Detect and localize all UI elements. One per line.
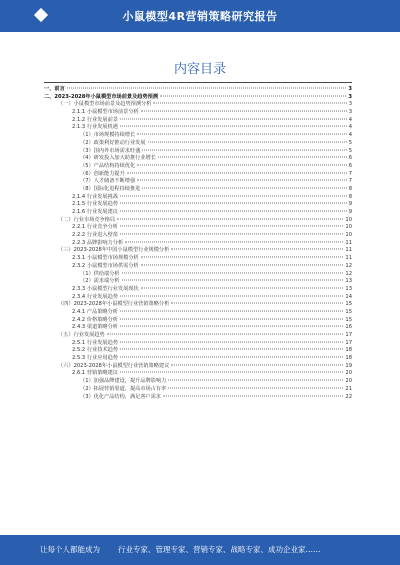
toc-entry-label: （2）政策利好推动行业发展 xyxy=(80,139,146,146)
toc-leader-dots xyxy=(148,141,347,142)
toc-entry[interactable] xyxy=(44,309,352,317)
toc-entry[interactable] xyxy=(44,355,352,363)
toc-entry-page: 11 xyxy=(345,239,352,246)
toc-leader-dots xyxy=(168,380,343,381)
toc-leader-dots xyxy=(120,372,343,373)
toc-entry-page: 10 xyxy=(345,224,352,231)
toc-leader-dots xyxy=(171,364,343,365)
toc-entry-label: 2.4.3 渠道策略分析 xyxy=(72,324,118,331)
toc-entry-page: 15 xyxy=(345,316,352,323)
toc-leader-dots xyxy=(122,272,344,273)
toc-leader-dots xyxy=(163,395,343,396)
toc-entry-page: 20 xyxy=(345,370,352,377)
toc-entry[interactable] xyxy=(44,255,352,263)
toc-entry[interactable] xyxy=(44,332,352,340)
toc-entry-label: （三）2023-2028年中国小鼠模型行业规模分析 xyxy=(58,247,170,254)
toc-entry-page: 9 xyxy=(348,201,352,208)
toc-leader-dots xyxy=(141,287,344,288)
toc-entry-label: （二）行业市场竞争格局 xyxy=(58,216,116,223)
toc-entry[interactable] xyxy=(44,247,352,255)
toc-entry[interactable] xyxy=(44,224,352,232)
toc-entry-label: （2）需求端分析 xyxy=(80,278,120,285)
toc-entry-label: 2.2.1 行业竞争分析 xyxy=(72,224,118,231)
toc-entry-page: 9 xyxy=(348,209,352,215)
toc-entry-page: 22 xyxy=(345,393,352,400)
toc-leader-dots xyxy=(120,318,343,319)
toc-entry-label: 2.1.5 行业发展趋势 xyxy=(72,201,118,208)
toc-entry-label: （1）供给端分析 xyxy=(80,270,120,277)
toc-entry[interactable] xyxy=(44,394,352,402)
toc-leader-dots xyxy=(120,357,343,358)
toc-entry-label: （1）加强品牌建设，提升品牌影响力 xyxy=(80,378,167,385)
toc-entry[interactable] xyxy=(44,155,352,163)
toc-leader-dots xyxy=(120,295,343,296)
toc-entry-label: （六）2023-2028年小鼠模型行业营销策略建议 xyxy=(58,362,170,369)
toc-entry-page: 8 xyxy=(348,185,352,192)
toc-entry-page: 3 xyxy=(348,101,352,108)
toc-entry-page: 5 xyxy=(348,139,352,146)
toc-entry-page: 4 xyxy=(348,132,352,139)
toc-entry-label: 2.5.3 行业应用趋势 xyxy=(72,355,118,362)
toc-leader-dots xyxy=(117,218,343,219)
toc-leader-dots xyxy=(120,203,347,204)
footer-slogan-roles: 行业专家、管理专家、营销专家、战略专家、成功企业家…… xyxy=(118,545,321,554)
toc-entry-label: 2.2.3 品牌影响力分析 xyxy=(72,239,124,246)
toc-entry-page: 8 xyxy=(348,193,352,200)
toc-leader-dots xyxy=(107,334,344,335)
toc-entry-label: 2.3.1 小鼠模型市场规模分析 xyxy=(72,255,139,262)
toc-entry-label: （3）优化产品结构，满足客户需求 xyxy=(80,393,162,400)
toc-entry-page: 18 xyxy=(345,347,352,354)
toc-leader-dots xyxy=(137,180,347,181)
toc-entry-label: （3）国内外市场需求旺盛 xyxy=(80,147,141,154)
toc-entry[interactable] xyxy=(44,209,352,217)
report-title: 小鼠模型4R营销策略研究报告 xyxy=(122,10,278,23)
toc-entry-page: 10 xyxy=(345,216,352,223)
toc-entry[interactable] xyxy=(44,286,352,294)
footer-slogan: 让每个人都能成为 xyxy=(40,545,100,554)
toc-entry-label: （5）产品结构持续优化 xyxy=(80,162,136,169)
toc-leader-dots xyxy=(158,157,347,158)
toc-entry[interactable] xyxy=(44,378,352,386)
toc-leader-dots xyxy=(120,310,343,311)
table-of-contents xyxy=(44,86,352,506)
toc-leader-dots xyxy=(141,111,347,112)
toc-leader-dots xyxy=(120,326,343,327)
toc-leader-dots xyxy=(125,241,343,242)
toc-entry[interactable] xyxy=(44,163,352,171)
toc-leader-dots xyxy=(168,387,343,388)
toc-entry-page: 16 xyxy=(345,324,352,331)
toc-entry-label: 2.4.2 价格策略分析 xyxy=(72,316,118,323)
toc-entry[interactable] xyxy=(44,347,352,355)
toc-entry-label: 二、2023-2028年小鼠模型市场前景及趋势预测 xyxy=(44,93,159,100)
toc-leader-dots xyxy=(67,88,347,89)
toc-leader-dots xyxy=(137,134,347,135)
toc-entry-page: 12 xyxy=(345,270,352,277)
toc-leader-dots xyxy=(141,257,344,258)
page-footer xyxy=(0,535,400,565)
toc-entry[interactable] xyxy=(44,101,352,109)
toc-entry-label: （7）人才储备不断增强 xyxy=(80,178,136,185)
toc-leader-dots xyxy=(171,303,343,304)
toc-entry-page: 18 xyxy=(345,355,352,362)
toc-leader-dots xyxy=(120,349,343,350)
toc-divider xyxy=(44,82,352,83)
toc-entry-page: 17 xyxy=(345,339,352,346)
toc-leader-dots xyxy=(120,211,347,212)
toc-entry-page: 4 xyxy=(348,116,352,123)
toc-entry[interactable] xyxy=(44,386,352,394)
toc-entry-label: （1）市场规模持续增长 xyxy=(80,132,136,139)
toc-entry-page: 12 xyxy=(345,262,352,269)
toc-entry-page: 5 xyxy=(348,147,352,154)
toc-entry-label: 2.3.3 小鼠模型行业发展现状 xyxy=(72,285,139,292)
toc-entry-page: 3 xyxy=(348,109,352,116)
toc-entry-label: 2.6.1 营销策略建议 xyxy=(72,370,118,377)
toc-leader-dots xyxy=(171,249,343,250)
toc-entry-page: 19 xyxy=(345,362,352,369)
toc-entry[interactable] xyxy=(44,109,352,117)
toc-entry[interactable] xyxy=(44,324,352,332)
toc-entry-page: 21 xyxy=(345,385,352,392)
toc-entry[interactable] xyxy=(44,132,352,140)
toc-entry[interactable] xyxy=(44,278,352,286)
toc-entry[interactable] xyxy=(44,201,352,209)
toc-entry[interactable] xyxy=(44,140,352,148)
toc-entry-page: 13 xyxy=(345,285,352,292)
toc-entry[interactable] xyxy=(44,86,352,94)
toc-entry-label: （一）小鼠模型市场前景及趋势预测分析 xyxy=(58,101,152,108)
toc-entry-label: 2.5.1 行业发展趋势 xyxy=(72,339,118,346)
toc-entry[interactable] xyxy=(44,232,352,240)
toc-leader-dots xyxy=(160,95,346,96)
toc-leader-dots xyxy=(120,226,343,227)
toc-entry-page: 7 xyxy=(348,178,352,185)
toc-entry-page: 3 xyxy=(348,93,352,100)
toc-leader-dots xyxy=(142,149,346,150)
toc-entry[interactable] xyxy=(44,370,352,378)
toc-entry-label: （4）研发投入加大助推行业增长 xyxy=(80,155,156,162)
toc-leader-dots xyxy=(120,195,347,196)
toc-entry-page: 13 xyxy=(345,278,352,285)
toc-entry[interactable] xyxy=(44,124,352,132)
toc-entry-page: 20 xyxy=(345,378,352,385)
toc-entry-page: 17 xyxy=(345,332,352,338)
toc-heading: 内容目录 xyxy=(173,62,226,77)
toc-leader-dots xyxy=(142,187,346,188)
toc-entry-page: 6 xyxy=(348,162,352,169)
toc-leader-dots xyxy=(120,118,347,119)
toc-entry-page: 7 xyxy=(348,170,352,177)
toc-leader-dots xyxy=(141,264,344,265)
toc-entry-label: 2.1.2 行业发展前景 xyxy=(72,116,118,123)
toc-entry-page: 10 xyxy=(345,232,352,239)
toc-entry-label: 2.1.3 行业发展机遇 xyxy=(72,124,118,131)
toc-entry-page: 11 xyxy=(345,255,352,262)
toc-leader-dots xyxy=(120,126,347,127)
toc-leader-dots xyxy=(120,341,343,342)
toc-entry-label: 2.4.1 产品策略分析 xyxy=(72,308,118,315)
toc-entry[interactable] xyxy=(44,263,352,271)
toc-leader-dots xyxy=(137,164,347,165)
toc-entry[interactable] xyxy=(44,186,352,194)
page-header xyxy=(0,0,400,32)
toc-entry-page: 4 xyxy=(348,124,352,131)
toc-entry-page: 14 xyxy=(345,293,352,300)
toc-leader-dots xyxy=(153,103,346,104)
toc-entry-label: （四）2023-2028年小鼠模型行业营销策略分析 xyxy=(58,301,170,308)
toc-entry-page: 3 xyxy=(348,86,352,92)
toc-entry-label: 2.1.1 小鼠模型市场前景分析 xyxy=(72,109,139,116)
toc-entry[interactable] xyxy=(44,178,352,186)
toc-entry-label: （2）拓展营销渠道，提高市场占有率 xyxy=(80,385,167,392)
toc-entry-label: 2.1.4 行业发展挑战 xyxy=(72,193,118,200)
toc-entry-label: 2.2.2 行业进入壁垒 xyxy=(72,232,118,239)
toc-entry-label: （五）行业发展趋势 xyxy=(58,332,105,338)
toc-entry-label: （6）创新能力提升 xyxy=(80,170,125,177)
toc-entry-page: 15 xyxy=(345,301,352,308)
toc-entry-page: 11 xyxy=(345,247,352,254)
toc-entry-label: 2.5.2 行业技术趋势 xyxy=(72,347,118,354)
toc-leader-dots xyxy=(122,280,344,281)
toc-entry-label: （8）国际化进程持续推进 xyxy=(80,185,141,192)
toc-entry-label: 2.1.6 行业发展建议 xyxy=(72,209,118,215)
toc-entry[interactable] xyxy=(44,301,352,309)
toc-entry-label: 一、前言 xyxy=(44,86,65,92)
toc-entry-page: 15 xyxy=(345,308,352,315)
toc-leader-dots xyxy=(127,172,347,173)
toc-entry-page: 6 xyxy=(348,155,352,162)
toc-leader-dots xyxy=(120,234,343,235)
toc-entry-label: 2.3.2 小鼠模型市场供需分析 xyxy=(72,262,139,269)
toc-entry-label: 2.3.4 行业发展趋势 xyxy=(72,293,118,300)
